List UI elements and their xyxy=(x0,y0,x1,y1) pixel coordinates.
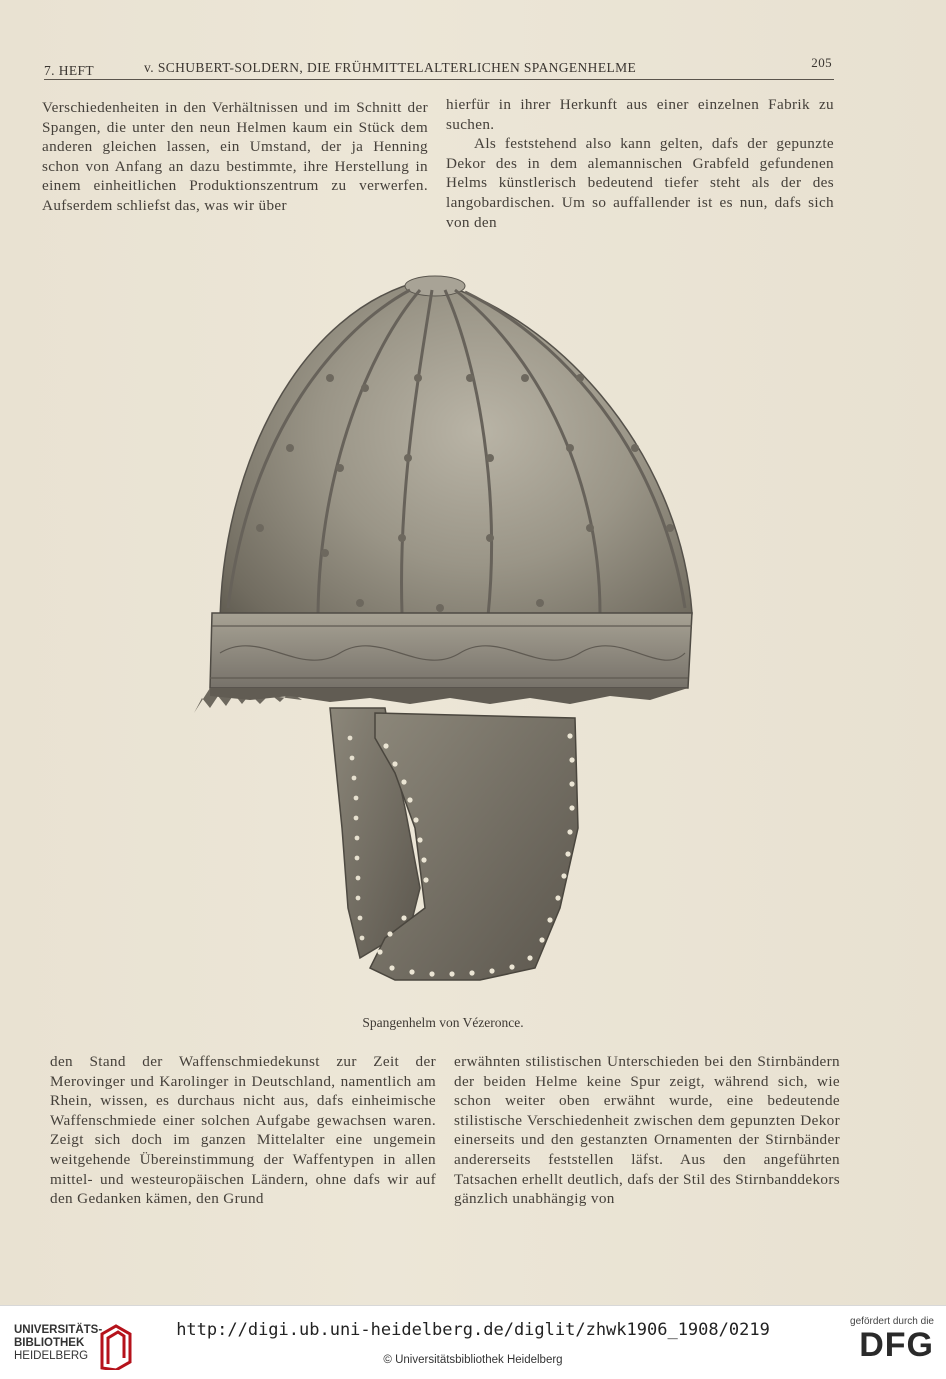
paragraph: den Stand der Waffenschmiedekunst zur Zeit der Merovinger und Karolinger in Deutschland, namentlich am Rhein, wissen, es durchaus nicht aus, dafs einheimische Waffenschmiede einer solchen Aufgabe gewachsen waren. Zeigt sich doch im ganzen Mittelalter eine ungemein weitgehende Übereinstimmung der Waffentypen in allen mittel- und westeuropäischen Ländern, ohne dafs wir auf den Gedanken kämen, den Grund xyxy=(50,1053,436,1208)
copyright-notice: © Universitätsbibliothek Heidelberg xyxy=(383,1354,563,1366)
text-column-bottom-left xyxy=(50,1052,436,1209)
page-number: 205 xyxy=(811,55,832,70)
paragraph: Verschiedenheiten in den Verhältnissen und im Schnitt der Spangen, die unter den neun Helmen kaum ein Stück dem anderen gleichen lassen, ein Umstand, der ja Henning schon von Anfang an dazu bestimmte, ihre Herstellung in einem einheitlichen Produktionszentrum zu verwerfen. Aufserdem schliefst das, was wir über xyxy=(42,99,428,214)
helmet-figure xyxy=(180,268,740,998)
text-column-bottom-right xyxy=(454,1052,840,1209)
library-name: UNIVERSITÄTS- BIBLIOTHEK HEIDELBERG xyxy=(14,1324,103,1362)
running-head xyxy=(44,55,834,80)
issue-label: 7. HEFT xyxy=(44,63,95,78)
paragraph: erwähnten stilistischen Unterschieden bei den Stirnbändern der beiden Helme keine Spur zeigt, während sich, wie schon weiter oben erwähnt wurde, eine bedeutende stilistische Verschiedenheit zwischen dem gepunzten Dekor einerseits und den gestanzten Ornamenten der Stirnbänder andererseits feststellen läfst. Aus den angeführten Tatsachen erhellt deutlich, dafs der Stil des Stirnbanddekors gänzlich unabhängig von xyxy=(454,1053,840,1208)
paragraph: hierfür in ihrer Herkunft aus einer einzelnen Fabrik zu suchen. xyxy=(446,96,834,133)
figure-caption: Spangenhelm von Vézeronce. xyxy=(362,1015,524,1030)
paragraph: Als feststehend also kann gelten, dafs der gepunzte Dekor des in dem alemannischen Grabfeld gefundenen Helms künstlerisch bedeutend tiefer steht als der des langobardischen. Um so auffallender ist es nun, dafs sich von den xyxy=(446,135,834,231)
spangenhelm-photo xyxy=(180,268,740,998)
permalink-url[interactable]: http://digi.ub.uni-heidelberg.de/diglit/zhwk1906_1908/0219 xyxy=(176,1320,770,1340)
dfg-logo[interactable] xyxy=(830,1316,934,1374)
text-column-top-left xyxy=(42,98,428,216)
viewer-footer xyxy=(0,1305,946,1379)
dfg-wordmark: DFG xyxy=(859,1326,934,1364)
funding-label: gefördert durch die xyxy=(850,1316,934,1327)
text-column-top-right xyxy=(446,95,834,232)
article-title: v. SCHUBERT-SOLDERN, DIE FRÜHMITTELALTERLICHEN SPANGENHELME xyxy=(144,60,637,75)
